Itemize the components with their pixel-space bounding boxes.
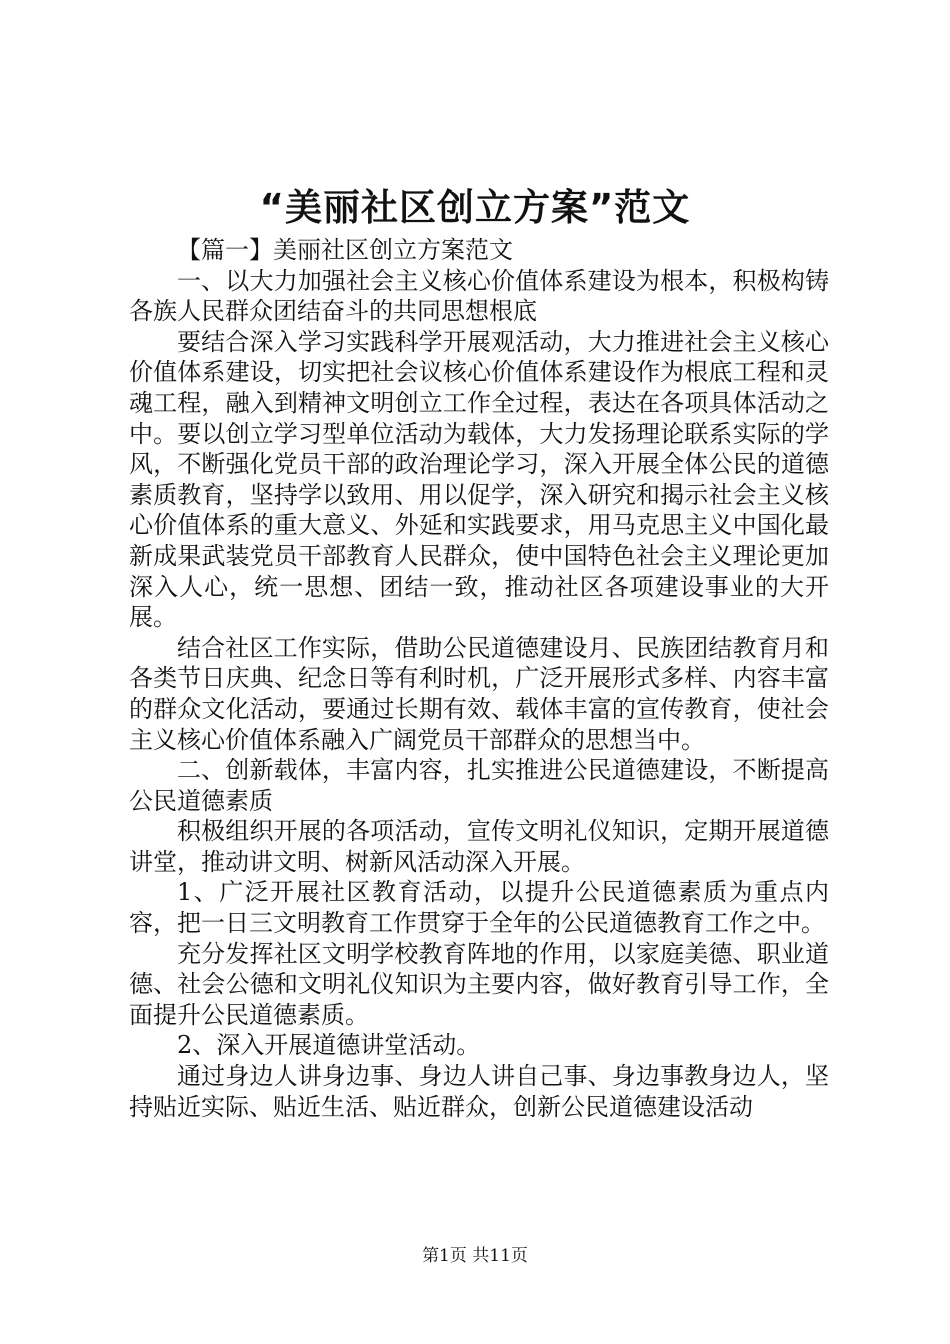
paragraph-8: 2、深入开展道德讲堂活动。 <box>177 1031 481 1060</box>
document-title: “美丽社区创立方案”范文 <box>259 186 691 229</box>
page-number-footer: 第1页 共11页 <box>422 1246 528 1266</box>
paragraph-4: 二、创新载体，丰富内容，扎实推进公民道德建设，不断提高公民道德素质 <box>129 756 829 815</box>
paragraph-2: 要结合深入学习实践科学开展观活动，大力推进社会主义核心价值体系建设，切实把社会议核心价值体系建设作为根底工程和灵魂工程，融入到精神文明创立工作全过程，表达在各项具体活动之中。要以创立学习型单位活动为载体，大力发扬理论联系实际的学风，不断强化党员干部的政治理论学习，深入开展全体公民的道德素质教育，坚持学以致用、用以促学，深入研究和揭示社会主义核心价值体系的重大意义、外延和实践要求，用马克思主义中国化最新成果武装党员干部教育人民群众，使中国特色社会主义理论更加深入人心，统一思想、团结一致，推动社区各项建设事业的大开展。 <box>129 327 829 632</box>
document-body <box>129 235 829 1122</box>
paragraph-1: 一、以大力加强社会主义核心价值体系建设为根本，积极构铸各族人民群众团结奋斗的共同思想根底 <box>129 266 829 326</box>
paragraph-6: 1、广泛开展社区教育活动，以提升公民道德素质为重点内容，把一日三文明教育工作贯穿于全年的公民道德教育工作之中。 <box>129 878 829 938</box>
paragraph-3: 结合社区工作实际，借助公民道德建设月、民族团结教育月和各类节日庆典、纪念日等有利时机，广泛开展形式多样、内容丰富的群众文化活动，要通过长期有效、载体丰富的宣传教育，使社会主义核心价值体系融入广阔党员干部群众的思想当中。 <box>129 633 829 754</box>
paragraph-7: 充分发挥社区文明学校教育阵地的作用，以家庭美德、职业道德、社会公德和文明礼仪知识为主要内容，做好教育引导工作，全面提升公民道德素质。 <box>129 939 829 1029</box>
paragraph-5: 积极组织开展的各项活动，宣传文明礼仪知识，定期开展道德讲堂，推动讲文明、树新风活动深入开展。 <box>129 817 829 876</box>
paragraph-9: 通过身边人讲身边事、身边人讲自己事、身边事教身边人，坚持贴近实际、贴近生活、贴近群众，创新公民道德建设活动 <box>129 1062 829 1121</box>
section-heading: 【篇一】美丽社区创立方案范文 <box>177 236 513 264</box>
